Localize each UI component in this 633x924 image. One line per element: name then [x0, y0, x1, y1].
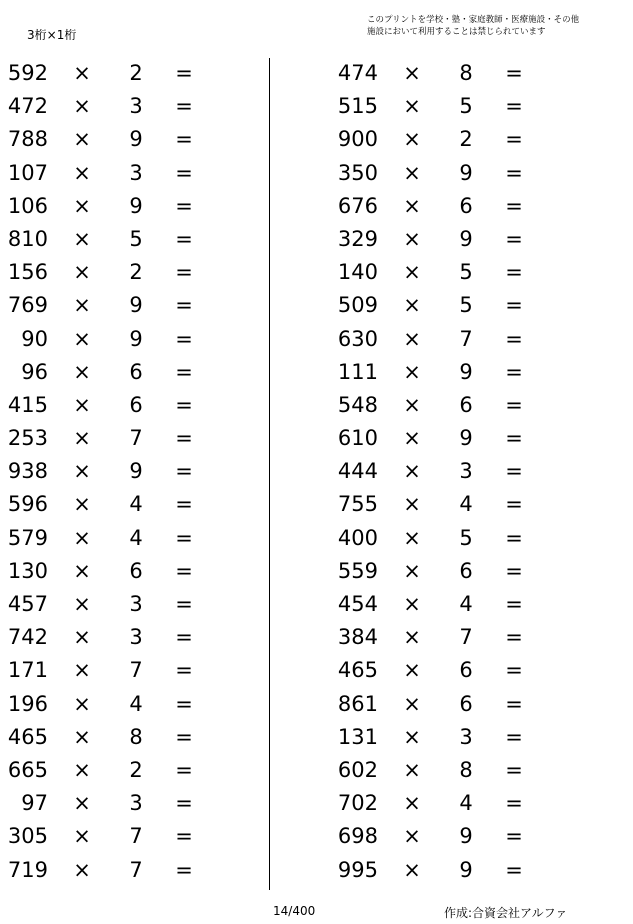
multiplier: 4 [129, 691, 143, 716]
multiplicand: 592 [7, 61, 48, 85]
multiplier: 9 [459, 857, 473, 882]
multiplicand: 900 [337, 127, 378, 152]
multiplicand: 156 [7, 260, 48, 285]
multiplier: 3 [129, 625, 143, 650]
multiplier: 6 [459, 392, 473, 417]
multiplier: 9 [129, 326, 143, 351]
multiply-sign: × [73, 691, 91, 716]
multiply-sign: × [73, 260, 91, 285]
equals-sign: = [175, 359, 193, 384]
multiplier: 4 [459, 592, 473, 616]
multiplicand: 457 [7, 592, 48, 616]
multiply-sign: × [403, 757, 421, 782]
multiplicand: 305 [7, 824, 48, 849]
multiplier: 5 [459, 525, 473, 550]
multiplier: 8 [459, 61, 473, 85]
multiplier: 2 [129, 757, 143, 782]
multiplier: 9 [459, 160, 473, 185]
usage-notice-line2: 施設において利用することは禁じられています [367, 27, 546, 37]
equals-sign: = [505, 459, 523, 484]
equals-sign: = [175, 824, 193, 849]
multiplicand: 465 [337, 658, 378, 683]
multiply-sign: × [73, 293, 91, 318]
multiplicand: 454 [337, 592, 378, 616]
equals-sign: = [175, 592, 193, 616]
multiply-sign: × [403, 226, 421, 251]
multiplier: 3 [459, 459, 473, 484]
multiplicand: 509 [337, 293, 378, 318]
equals-sign: = [505, 857, 523, 882]
usage-notice-line1: このプリントを学校・塾・家庭教師・医療施設・その他 [367, 15, 580, 25]
multiplier: 7 [129, 658, 143, 683]
equals-sign: = [175, 724, 193, 749]
multiplier: 6 [129, 392, 143, 417]
equals-sign: = [505, 625, 523, 650]
multiplicand: 665 [7, 757, 48, 782]
multiply-sign: × [403, 61, 421, 85]
multiplier: 3 [129, 592, 143, 616]
equals-sign: = [505, 61, 523, 85]
equals-sign: = [175, 61, 193, 85]
multiplicand: 140 [337, 260, 378, 285]
equals-sign: = [505, 293, 523, 318]
multiply-sign: × [403, 724, 421, 749]
equals-sign: = [505, 558, 523, 583]
multiplier: 2 [129, 260, 143, 285]
multiplier: 9 [459, 226, 473, 251]
multiplicand: 384 [337, 625, 378, 650]
equals-sign: = [505, 426, 523, 451]
multiplicand: 107 [7, 160, 48, 185]
multiply-sign: × [403, 492, 421, 517]
multiply-sign: × [73, 757, 91, 782]
multiplier: 6 [459, 193, 473, 218]
multiplicand: 676 [337, 193, 378, 218]
multiply-sign: × [73, 558, 91, 583]
equals-sign: = [175, 293, 193, 318]
multiplier: 7 [459, 326, 473, 351]
multiply-sign: × [403, 525, 421, 550]
multiply-sign: × [403, 691, 421, 716]
multiplier: 6 [459, 691, 473, 716]
multiplier: 6 [459, 558, 473, 583]
multiplicand: 97 [21, 791, 48, 816]
multiplier: 9 [459, 359, 473, 384]
multiply-sign: × [73, 61, 91, 85]
multiplicand: 559 [337, 558, 378, 583]
equals-sign: = [175, 525, 193, 550]
equals-sign: = [505, 226, 523, 251]
multiplier: 4 [459, 791, 473, 816]
equals-sign: = [175, 757, 193, 782]
multiplier: 2 [129, 61, 143, 85]
equals-sign: = [175, 492, 193, 517]
multiply-sign: × [403, 625, 421, 650]
multiplicand: 702 [337, 791, 378, 816]
equals-sign: = [505, 160, 523, 185]
multiply-sign: × [403, 592, 421, 616]
multiplicand: 96 [21, 359, 48, 384]
multiply-sign: × [403, 558, 421, 583]
multiply-sign: × [73, 326, 91, 351]
multiplier: 3 [129, 94, 143, 119]
author-credit: 作成:合資会社アルファ [444, 906, 568, 920]
equals-sign: = [175, 160, 193, 185]
equals-sign: = [505, 260, 523, 285]
equals-sign: = [175, 193, 193, 218]
multiply-sign: × [403, 326, 421, 351]
multiplicand: 329 [337, 226, 378, 251]
multiplicand: 472 [7, 94, 48, 119]
multiply-sign: × [403, 293, 421, 318]
multiply-sign: × [403, 857, 421, 882]
equals-sign: = [175, 658, 193, 683]
multiplier: 2 [459, 127, 473, 152]
equals-sign: = [505, 193, 523, 218]
equals-sign: = [175, 791, 193, 816]
multiply-sign: × [73, 359, 91, 384]
multiply-sign: × [403, 392, 421, 417]
multiplicand: 596 [7, 492, 48, 517]
multiply-sign: × [73, 824, 91, 849]
equals-sign: = [505, 592, 523, 616]
multiply-sign: × [403, 459, 421, 484]
multiplicand: 465 [7, 724, 48, 749]
equals-sign: = [505, 824, 523, 849]
multiplicand: 253 [7, 426, 48, 451]
multiplicand: 130 [7, 558, 48, 583]
multiply-sign: × [403, 359, 421, 384]
multiplier: 7 [129, 824, 143, 849]
multiplier: 5 [459, 94, 473, 119]
multiplier: 6 [459, 658, 473, 683]
usage-notice [367, 14, 617, 38]
equals-sign: = [505, 525, 523, 550]
multiplier: 9 [129, 293, 143, 318]
multiplier: 9 [459, 824, 473, 849]
equals-sign: = [175, 459, 193, 484]
multiplicand: 106 [7, 193, 48, 218]
equals-sign: = [505, 127, 523, 152]
multiplicand: 861 [337, 691, 378, 716]
worksheet-title: 3桁×1桁 [27, 28, 77, 42]
equals-sign: = [175, 691, 193, 716]
multiply-sign: × [73, 392, 91, 417]
multiplicand: 610 [337, 426, 378, 451]
multiply-sign: × [73, 592, 91, 616]
multiplier: 3 [129, 160, 143, 185]
equals-sign: = [505, 724, 523, 749]
equals-sign: = [175, 94, 193, 119]
multiplicand: 788 [7, 127, 48, 152]
equals-sign: = [505, 791, 523, 816]
equals-sign: = [175, 326, 193, 351]
multiplier: 5 [129, 226, 143, 251]
multiplier: 7 [129, 857, 143, 882]
multiplicand: 630 [337, 326, 378, 351]
multiply-sign: × [403, 791, 421, 816]
equals-sign: = [175, 260, 193, 285]
equals-sign: = [505, 691, 523, 716]
multiplicand: 769 [7, 293, 48, 318]
equals-sign: = [175, 426, 193, 451]
multiply-sign: × [73, 724, 91, 749]
multiply-sign: × [403, 160, 421, 185]
multiplicand: 400 [337, 525, 378, 550]
equals-sign: = [505, 658, 523, 683]
multiplicand: 171 [7, 658, 48, 683]
multiplier: 9 [129, 193, 143, 218]
equals-sign: = [175, 127, 193, 152]
multiplier: 8 [459, 757, 473, 782]
multiplier: 4 [129, 492, 143, 517]
multiplicand: 938 [7, 459, 48, 484]
multiplicand: 196 [7, 691, 48, 716]
multiplicand: 602 [337, 757, 378, 782]
multiplier: 4 [459, 492, 473, 517]
multiplicand: 698 [337, 824, 378, 849]
multiplicand: 810 [7, 226, 48, 251]
multiplier: 9 [129, 459, 143, 484]
multiply-sign: × [403, 127, 421, 152]
multiplicand: 548 [337, 392, 378, 417]
equals-sign: = [175, 226, 193, 251]
multiply-sign: × [73, 525, 91, 550]
multiplicand: 719 [7, 857, 48, 882]
multiplicand: 515 [337, 94, 378, 119]
multiplier: 7 [129, 426, 143, 451]
multiplier: 8 [129, 724, 143, 749]
multiply-sign: × [403, 658, 421, 683]
multiply-sign: × [403, 94, 421, 119]
equals-sign: = [175, 625, 193, 650]
page-number: 14/400 [273, 904, 316, 918]
multiplier: 5 [459, 260, 473, 285]
multiplicand: 444 [337, 459, 378, 484]
multiplier: 6 [129, 359, 143, 384]
multiply-sign: × [73, 193, 91, 218]
multiply-sign: × [403, 824, 421, 849]
multiplier: 9 [459, 426, 473, 451]
multiplicand: 131 [337, 724, 378, 749]
multiplicand: 111 [337, 359, 378, 384]
multiply-sign: × [73, 791, 91, 816]
multiplicand: 350 [337, 160, 378, 185]
multiplier: 7 [459, 625, 473, 650]
equals-sign: = [175, 857, 193, 882]
multiply-sign: × [73, 426, 91, 451]
multiplier: 5 [459, 293, 473, 318]
multiplier: 6 [129, 558, 143, 583]
multiplicand: 995 [337, 857, 378, 882]
equals-sign: = [505, 392, 523, 417]
multiply-sign: × [73, 492, 91, 517]
column-divider [269, 58, 270, 890]
multiplier: 3 [459, 724, 473, 749]
multiplicand: 742 [7, 625, 48, 650]
equals-sign: = [505, 492, 523, 517]
equals-sign: = [175, 558, 193, 583]
multiplicand: 755 [337, 492, 378, 517]
multiply-sign: × [73, 226, 91, 251]
multiplicand: 474 [337, 61, 378, 85]
multiply-sign: × [403, 260, 421, 285]
multiplier: 4 [129, 525, 143, 550]
multiplier: 3 [129, 791, 143, 816]
multiplicand: 579 [7, 525, 48, 550]
multiply-sign: × [73, 94, 91, 119]
multiply-sign: × [403, 193, 421, 218]
multiplier: 9 [129, 127, 143, 152]
multiply-sign: × [73, 857, 91, 882]
multiply-sign: × [73, 625, 91, 650]
multiplicand: 90 [21, 326, 48, 351]
multiply-sign: × [403, 426, 421, 451]
multiply-sign: × [73, 160, 91, 185]
multiplicand: 415 [7, 392, 48, 417]
equals-sign: = [505, 326, 523, 351]
multiply-sign: × [73, 127, 91, 152]
multiply-sign: × [73, 459, 91, 484]
multiply-sign: × [73, 658, 91, 683]
equals-sign: = [505, 94, 523, 119]
equals-sign: = [505, 757, 523, 782]
equals-sign: = [505, 359, 523, 384]
equals-sign: = [175, 392, 193, 417]
